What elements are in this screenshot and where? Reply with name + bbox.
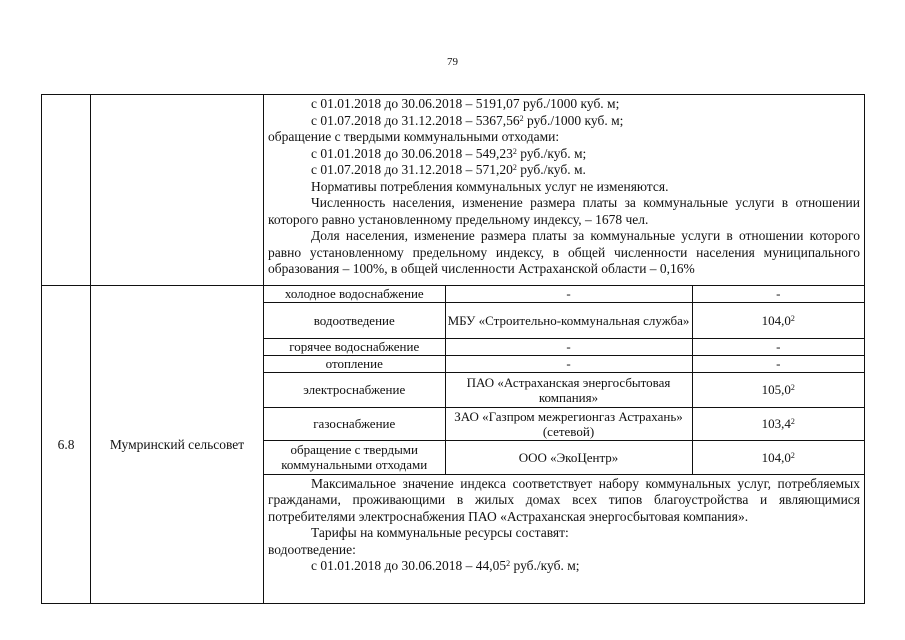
service-name: электроснабжение <box>264 372 445 407</box>
table-row-continuation <box>42 95 865 286</box>
tariff-heading: обращение с твердыми коммунальными отходами: <box>268 129 560 144</box>
provider-name: - <box>445 338 692 355</box>
service-row <box>264 355 864 372</box>
services-table <box>264 286 864 475</box>
service-name: горячее водоснабжение <box>264 338 445 355</box>
service-row <box>264 440 864 474</box>
paragraph: Тарифы на коммунальные ресурсы составят: <box>311 525 569 540</box>
service-row <box>264 372 864 407</box>
service-name: отопление <box>264 355 445 372</box>
provider-name: ЗАО «Газпром межрегионгаз Астрахань» (сетевой) <box>445 407 692 440</box>
provider-name: - <box>445 355 692 372</box>
service-name: газоснабжение <box>264 407 445 440</box>
paragraph: Максимальное значение индекса соответствует набору коммунальных услуг, потребляемых гражданами, проживающими в жилых домах всех типов благоустройства и являющимися потребителями электроснабжения ПАО «Астраханская энергосбытовая компания». <box>268 475 860 524</box>
provider-name: МБУ «Строительно-коммунальная служба» <box>445 302 692 338</box>
tariff-line: с 01.01.2018 до 30.06.2018 – 44,05$^2$ руб./куб. м; <box>311 558 580 573</box>
paragraph: Доля населения, изменение размера платы за коммунальные услуги в отношении которого равно установленному предельному индексу, в общей численности населения муниципального образования – 100%, в общей численности Астраханской области – 0,16% <box>268 228 860 276</box>
details-cell <box>264 286 865 604</box>
index-value: 104,0$^2$ <box>692 440 864 474</box>
service-row <box>264 338 864 355</box>
municipality-name: Мумринский сельсовет <box>91 286 264 604</box>
service-row <box>264 407 864 440</box>
service-name: обращение с твердыми коммунальными отходами <box>264 440 445 474</box>
number-cell-empty <box>42 95 91 286</box>
tariff-heading: водоотведение: <box>268 541 356 557</box>
table-row-6-8 <box>42 286 865 604</box>
name-cell-empty <box>91 95 264 286</box>
tariff-line: с 01.01.2018 до 30.06.2018 – 5191,07 руб./1000 куб. м; <box>311 96 620 111</box>
index-value: 104,0$^2$ <box>692 302 864 338</box>
service-name: холодное водоснабжение <box>264 286 445 302</box>
lower-text-block <box>264 475 864 575</box>
service-row <box>264 302 864 338</box>
tariff-table <box>41 94 865 604</box>
index-value: - <box>692 355 864 372</box>
upper-text-cell <box>264 95 865 286</box>
row-number: 6.8 <box>42 286 91 604</box>
tariff-line: с 01.07.2018 до 31.12.2018 – 5367,56$^2$ руб./1000 куб. м; <box>311 112 624 128</box>
tariff-line: с 01.01.2018 до 30.06.2018 – 549,23$^2$ руб./куб. м; <box>311 145 587 161</box>
service-name: водоотведение <box>264 302 445 338</box>
provider-name: - <box>445 286 692 302</box>
paragraph: Численность населения, изменение размера платы за коммунальные услуги в отношении которого равно установленному предельному индексу, – 1678 чел. <box>268 195 860 227</box>
provider-name: ООО «ЭкоЦентр» <box>445 440 692 474</box>
service-row <box>264 286 864 302</box>
paragraph: Нормативы потребления коммунальных услуг не изменяются. <box>311 178 669 194</box>
page-number: 79 <box>447 56 458 68</box>
upper-text-block <box>264 95 864 278</box>
index-value: - <box>692 286 864 302</box>
index-value: 103,4$^2$ <box>692 407 864 440</box>
tariff-line: с 01.07.2018 до 31.12.2018 – 571,20$^2$ руб./куб. м. <box>311 162 586 177</box>
index-value: 105,0$^2$ <box>692 372 864 407</box>
provider-name: ПАО «Астраханская энергосбытовая компания» <box>445 372 692 407</box>
index-value: - <box>692 338 864 355</box>
